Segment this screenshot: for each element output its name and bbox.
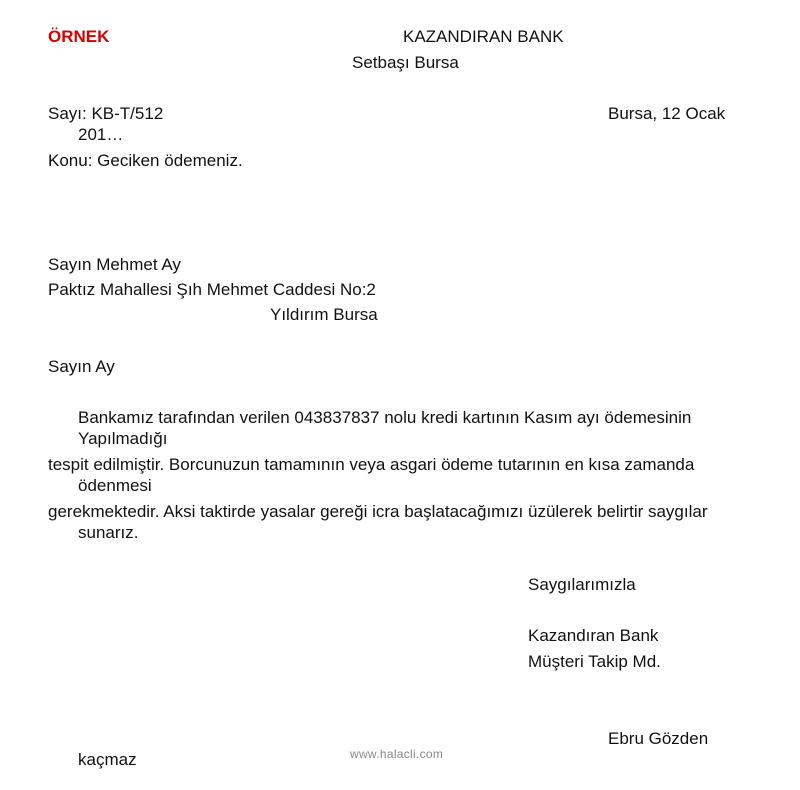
body-line: Bankamız tarafından verilen 043837837 nolu kredi kartının Kasım ayı ödemesinin — [78, 408, 692, 427]
signer-organization: Kazandıran Bank — [528, 626, 659, 645]
closing-regards: Saygılarımızla — [528, 575, 636, 594]
body-line: Yapılmadığı — [78, 429, 168, 448]
letter-date-year: 201… — [78, 125, 124, 144]
sample-label: ÖRNEK — [48, 27, 110, 46]
body-line: gerekmektedir. Aksi taktirde yasalar gereği icra başlatacağımızı üzülerek belirtir saygılar — [48, 502, 708, 521]
signer-name-continued: kaçmaz — [78, 750, 137, 769]
recipient-city: Yıldırım Bursa — [270, 305, 378, 324]
body-line: tespit edilmiştir. Borcunuzun tamamının veya asgari ödeme tutarının en kısa zamanda — [48, 455, 695, 474]
body-line: ödenmesi — [78, 476, 152, 495]
bank-branch: Setbaşı Bursa — [352, 53, 459, 72]
watermark-url: www.halacli.com — [350, 747, 444, 761]
letter-subject: Konu: Geciken ödemeniz. — [48, 151, 243, 170]
recipient-address: Paktız Mahallesi Şıh Mehmet Caddesi No:2 — [48, 280, 376, 299]
bank-name: KAZANDIRAN BANK — [403, 27, 564, 46]
reference-number: Sayı: KB-T/512 — [48, 104, 164, 123]
signer-department: Müşteri Takip Md. — [528, 652, 661, 671]
letter-date: Bursa, 12 Ocak — [608, 104, 726, 123]
recipient-name: Sayın Mehmet Ay — [48, 255, 181, 274]
body-line: sunarız. — [78, 523, 139, 542]
signer-name: Ebru Gözden — [608, 729, 709, 748]
salutation: Sayın Ay — [48, 357, 115, 376]
